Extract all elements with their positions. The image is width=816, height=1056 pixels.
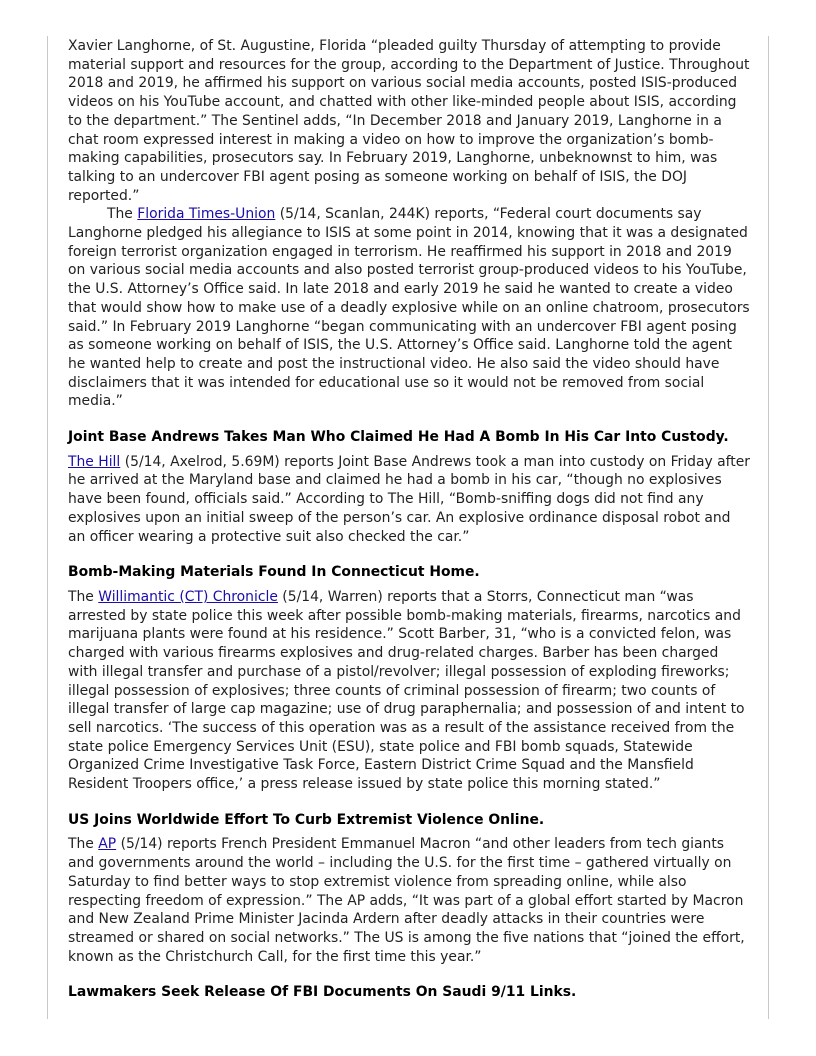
paragraph-text: (5/14) reports French President Emmanuel Macron “and other leaders from tech giants and governments around the world – including the U.S. for the first time – gathered virtually on Saturday to find better ways to stop extremist violence from spreading online, while also respecting freedom of expression.” The AP adds, “It was part of a global effort started by Macron and New Zealand Prime Minister Jacinda Ardern after deadly attacks in their countries were streamed or shared on social networks.” The US is among the five nations that “joined the effort, known as the Christchurch Call, for the first time this year.” — [68, 836, 745, 965]
article-connecticut-bomb-materials — [68, 563, 752, 793]
article-headline: Joint Base Andrews Takes Man Who Claimed He Had A Bomb In His Car Into Custody. — [68, 429, 729, 446]
article-headline: Bomb-Making Materials Found In Connecticut Home. — [68, 564, 480, 581]
paragraph-text: Xavier Langhorne, of St. Augustine, Florida “pleaded guilty Thursday of attempting to provide material support and resources for the group, according to the Department of Justice. Throughout 2018 and 2019, he affirmed his support on various social media accounts, posted ISIS-produced videos on his YouTube account, and chatted with other like-minded people about ISIS, according to the department.” The Sentinel adds, “In December 2018 and January 2019, Langhorne in a chat room expressed interest in making a video on how to improve the organization’s bomb-making capabilities, prosecutors say. In February 2019, Langhorne, unbeknownst to him, was talking to an undercover FBI agent posing as someone working on behalf of ISIS, the DOJ reported.” — [68, 38, 750, 204]
paragraph-text: The — [68, 836, 99, 853]
document-body — [68, 37, 752, 1008]
source-link-ap[interactable]: AP — [98, 836, 117, 853]
article-paragraph — [68, 453, 752, 547]
right-margin-rule — [768, 36, 769, 1019]
article-paragraph — [68, 205, 752, 411]
article-paragraph — [68, 37, 752, 205]
article-saudi-911-documents — [68, 983, 752, 1002]
article-christchurch-call — [68, 811, 752, 967]
article-langhorne-continued — [68, 37, 752, 411]
article-paragraph — [68, 835, 752, 966]
left-margin-rule — [47, 36, 48, 1019]
paragraph-text: (5/14, Axelrod, 5.69M) reports Joint Base Andrews took a man into custody on Friday after he arrived at the Maryland base and claimed he had a bomb in his car, “though no explosives have been found, officials said.” According to The Hill, “Bomb-sniffing dogs did not find any explosives upon an initial sweep of the person’s car. An explosive ordinance disposal robot and an officer wearing a protective suit also checked the car.” — [68, 453, 750, 545]
paragraph-text: The — [107, 206, 138, 223]
source-link-florida-times-union[interactable]: Florida Times-Union — [137, 206, 276, 223]
article-headline: US Joins Worldwide Effort To Curb Extremist Violence Online. — [68, 811, 545, 828]
article-paragraph — [68, 588, 752, 794]
source-link-the-hill[interactable]: The Hill — [68, 453, 121, 470]
paragraph-text: (5/14, Scanlan, 244K) reports, “Federal court documents say Langhorne pledged his allegiance to ISIS at some point in 2014, knowing that it was a designated foreign terrorist organization engaged in terrorism. He reaffirmed his support in 2018 and 2019 on various social media accounts and also posted terrorist group-produced videos to his YouTube, the U.S. Attorney’s Office said. In late 2018 and early 2019 he said he wanted to create a video that would show how to make use of a deadly explosive while on an online chatroom, prosecutors said.” In February 2019 Langhorne “began communicating with an undercover FBI agent posing as someone working on behalf of ISIS, the U.S. Attorney’s Office said. Langhorne told the agent he wanted help to create and post the instructional video. He also said the video should have disclaimers that it was intended for educational use so it would not be removed from social media.” — [68, 206, 750, 410]
source-link-willimantic-chronicle[interactable]: Willimantic (CT) Chronicle — [98, 588, 278, 605]
article-headline: Lawmakers Seek Release Of FBI Documents On Saudi 9/11 Links. — [68, 984, 577, 1001]
paragraph-text: The — [68, 588, 99, 605]
paragraph-text: (5/14, Warren) reports that a Storrs, Connecticut man “was arrested by state police this week after possible bomb-making materials, firearms, narcotics and marijuana plants were found at his residence.” Scott Barber, 31, “who is a convicted felon, was charged with various firearms explosives and drug-related charges. Barber has been charged with illegal transfer and purchase of a pistol/revolver; illegal possession of exploding fireworks; illegal possession of explosives; three counts of criminal possession of firearm; two counts of illegal transfer of large cap magazine; use of drug paraphernalia; and possession of and intent to sell narcotics. ‘The success of this operation was as a result of the assistance received from the state police Emergency Services Unit (ESU), state police and FBI bomb squads, Statewide Organized Crime Investigative Task Force, Eastern District Crime Squad and the Mansfield Resident Troopers office,’ a press release issued by state police this morning stated.” — [68, 588, 745, 793]
article-joint-base-andrews — [68, 428, 752, 546]
